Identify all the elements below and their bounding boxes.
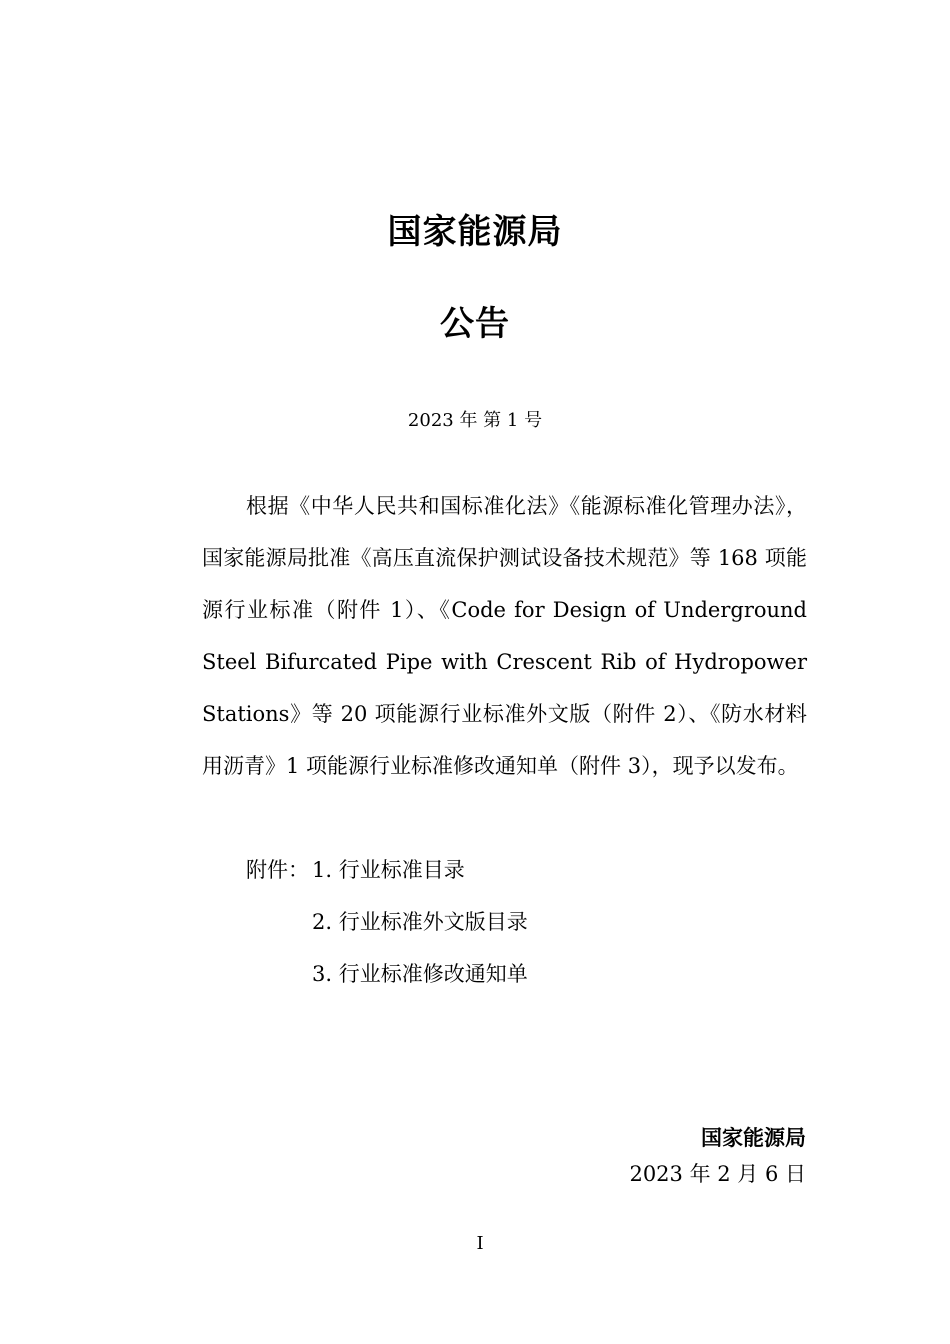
signature-date: 2023 年 2 月 6 日 <box>629 1162 806 1186</box>
attachment-row <box>246 896 806 948</box>
signature-organization: 国家能源局 <box>701 1126 806 1150</box>
page-number: I <box>476 1233 484 1254</box>
attachment-row <box>246 948 806 1000</box>
document-number: 2023 年 第 1 号 <box>407 410 543 431</box>
issuer-title: 国家能源局 <box>387 212 563 252</box>
attachment-item-2: 2. 行业标准外文版目录 <box>312 910 528 934</box>
document-type-title: 公告 <box>440 304 510 344</box>
attachments-list <box>246 844 806 1000</box>
attachment-row <box>246 844 806 896</box>
attachment-item-1: 1. 行业标准目录 <box>312 858 465 882</box>
attachments-label: 附件： <box>246 858 309 882</box>
signature-block <box>500 1120 806 1192</box>
announcement-paragraph: 根据《中华人民共和国标准化法》《能源标准化管理办法》，国家能源局批准《高压直流保护测试设备技术规范》等 168 项能源行业标准（附件 1）、《Code for Design of Underground Steel Bifurcated Pipe with Crescent Rib of Hydropower Stations》等 20 项能源行业标准外文版（附件 2）、《防水材料用沥青》1 项能源行业标准修改通知单（附件 3），现予以发布。 <box>202 494 807 778</box>
attachment-item-3: 3. 行业标准修改通知单 <box>312 962 528 986</box>
